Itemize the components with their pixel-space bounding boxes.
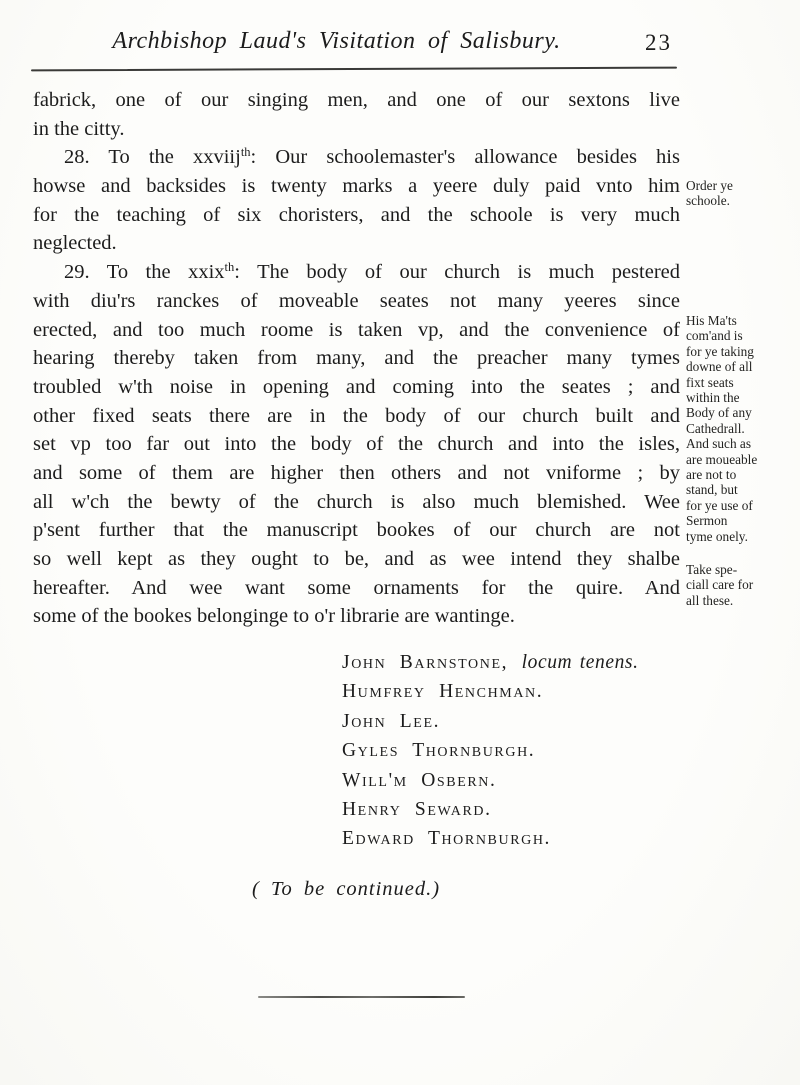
text-line: so well kept as they ought to be, and as wee intend they shalbe [33, 548, 680, 570]
margin-note-line: And such as [686, 436, 751, 452]
section-end-rule [258, 996, 465, 998]
text-run: : Our schoolemaster's allowance besides his [250, 146, 680, 169]
signature-henry-seward: Henry Seward. [342, 798, 492, 820]
text-line: p'sent further that the manuscript bookes of our church are not [33, 519, 680, 542]
signature-willm-osbern: Will'm Osbern. [342, 769, 497, 791]
margin-note-line: Order ye [686, 178, 733, 193]
text-line: with diu'rs ranckes of moveable seates not many yeeres since [33, 289, 680, 312]
margin-note-order-ye-schoole [686, 178, 786, 209]
margin-note-line: schoole. [686, 193, 730, 209]
header-rule [31, 67, 677, 72]
margin-note-line: Sermon [686, 513, 728, 529]
margin-note-line: are not to [686, 467, 737, 483]
text-line: set vp too far out into the body of the church and into the isles, [33, 433, 680, 456]
ordinal-superscript: th [224, 260, 235, 275]
margin-note-line: downe of all [686, 359, 753, 375]
signatory-title: locum tenens. [521, 652, 639, 673]
text-line: hearing thereby taken from many, and the preacher many tymes [33, 347, 680, 370]
signatory-name: John Barnstone, [342, 652, 509, 673]
body-text [33, 86, 680, 631]
running-head-title: Archbishop Laud's Visitation of Salisbury. [112, 28, 561, 54]
text-line: hereafter. And wee want some ornaments for the quire. And [33, 576, 680, 599]
margin-note-line: for ye taking [686, 343, 754, 359]
margin-note-line: stand, but [686, 482, 738, 498]
page-header [33, 28, 680, 55]
item-number: 29. To the xxix [64, 261, 225, 284]
text-line: neglected. [33, 232, 117, 255]
item-number: 28. To the xxviij [64, 146, 241, 169]
margin-note-take-special-care [686, 562, 786, 608]
text-line: in the citty. [33, 117, 125, 140]
paragraph-29-first-line [33, 258, 680, 287]
page-number: 23 [645, 30, 672, 55]
text-line: and some of them are higher then others and not vniforme ; by [33, 461, 680, 484]
text-run: : The body of our church is much pestered [234, 261, 680, 284]
text-line: erected, and too much roome is taken vp, and the convenience of [33, 318, 680, 341]
margin-note-line: His Ma'ts [686, 313, 737, 328]
text-line: for the teaching of six choristers, and the schoole is very much [33, 203, 680, 226]
signature-gyles-thornburgh: Gyles Thornburgh. [342, 740, 536, 762]
margin-note-line: Cathedrall. [686, 420, 745, 436]
margin-note-line: within the [686, 390, 740, 406]
margin-note-line: ciall care for [686, 577, 754, 593]
text-line: fabrick, one of our singing men, and one of our sextons live [33, 89, 680, 111]
margin-note-line: for ye use of [686, 497, 753, 513]
margin-note-line: Body of any [686, 405, 752, 421]
ordinal-superscript: th [240, 145, 251, 160]
continuation-note: ( To be continued.) [252, 878, 441, 900]
margin-note-kings-command [686, 313, 786, 544]
margin-note-line: com'and is [686, 328, 743, 344]
text-line: all w'ch the bewty of the church is also much blemished. Wee [33, 490, 680, 513]
margin-note-line: tyme onely. [686, 528, 748, 544]
signature-list [342, 648, 639, 854]
text-line: howse and backsides is twenty marks a yeere duly paid vnto him [33, 175, 680, 198]
text-line: other fixed seats there are in the body of our church built and [33, 404, 680, 427]
margin-note-line: Take spe- [686, 562, 738, 577]
margin-note-line: are moueable [686, 451, 758, 467]
margin-note-line: all these. [686, 592, 734, 608]
signature-edward-thornburgh: Edward Thornburgh. [342, 828, 552, 850]
paragraph-28-first-line [33, 143, 680, 172]
signature-john-lee: John Lee. [342, 710, 441, 732]
text-line: troubled w'th noise in opening and coming into the seates ; and [33, 375, 680, 398]
signature-john-barnstone [342, 648, 639, 677]
signature-humfrey-henchman: Humfrey Henchman. [342, 681, 544, 703]
margin-note-line: fixt seats [686, 374, 734, 390]
text-line: some of the bookes belonginge to o'r librarie are wantinge. [33, 605, 515, 628]
